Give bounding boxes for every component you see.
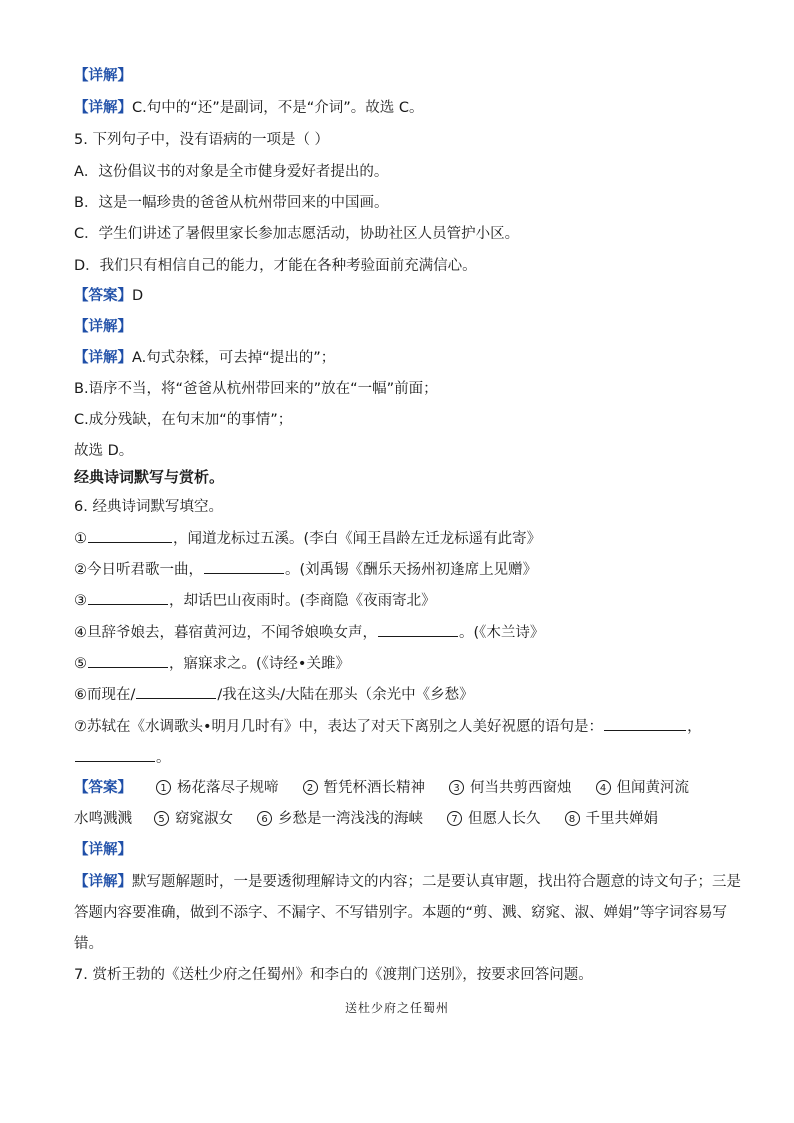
fill-blank xyxy=(88,528,172,543)
q6-item-7-continued xyxy=(74,747,171,768)
q6-explain-text: 默写题解题时，一是要透彻理解诗文的内容；二是要认真审题，找出符合题意的诗文句子；三是 xyxy=(132,874,741,890)
fill-blank xyxy=(88,653,168,668)
detail-tag: 【详解】 xyxy=(74,842,132,858)
q6-item-4 xyxy=(74,622,544,643)
answer-item xyxy=(565,809,659,829)
detail-tag: 【详解】 xyxy=(74,319,132,335)
fill-blank xyxy=(75,747,155,762)
fill-blank xyxy=(136,684,216,699)
answer-text: 杨花落尽子规啼 xyxy=(177,780,279,796)
q5-option-b: B．这是一幅珍贵的爸爸从杭州带回来的中国画。 xyxy=(74,195,389,211)
q6-item-7-after: ， xyxy=(687,719,702,735)
q6-item-2-after: 。(刘禹锡《酬乐天扬州初逢席上见赠》 xyxy=(285,562,538,578)
fill-blank xyxy=(204,559,284,574)
q5-explain-c: C.成分残缺，在句末加“的事情”； xyxy=(74,412,293,428)
q6-item-7-before: ⑦苏轼在《水调歌头•明月几时有》中，表达了对天下离别之人美好祝愿的语句是： xyxy=(74,719,604,735)
answer-text: 何当共剪西窗烛 xyxy=(470,780,572,796)
detail-tag: 【详解】 xyxy=(74,68,132,84)
q6-item-1-after: ，闻道龙标过五溪。(李白《闻王昌龄左迁龙标遥有此寄》 xyxy=(173,531,542,547)
q4-explanation xyxy=(74,98,424,118)
q4-explanation-text: C.句中的“还”是副词，不是“介词”。故选 C。 xyxy=(132,100,424,116)
circled-number: 6 xyxy=(257,811,272,826)
circled-number: 8 xyxy=(565,811,580,826)
q6-item-5-after: ，寤寐求之。(《诗经•关雎》 xyxy=(169,656,350,672)
answer-item xyxy=(257,809,423,829)
section-heading: 经典诗词默写与赏析。 xyxy=(74,468,225,486)
q6-explain-line-3: 错。 xyxy=(74,936,103,952)
q6-item-4-before: ④旦辞爷娘去，暮宿黄河边，不闻爷娘唤女声， xyxy=(74,625,377,641)
q6-explain-line-2: 答题内容要准确，做到不添字、不漏字、不写错别字。本题的“剪、溅、窈窕、淑、婵娟”等字词容易写 xyxy=(74,905,728,921)
circled-number: 1 xyxy=(156,780,171,795)
answer-text: 窈窕淑女 xyxy=(175,811,233,827)
answer-item xyxy=(156,778,279,798)
fill-blank xyxy=(378,622,458,637)
q6-stem: 6. 经典诗词默写填空。 xyxy=(74,499,223,515)
answer-text: 但愿人长久 xyxy=(468,811,541,827)
q6-item-3-after: ，却话巴山夜雨时。(李商隐《夜雨寄北》 xyxy=(169,593,436,609)
fill-blank xyxy=(88,590,168,605)
q6-item-2 xyxy=(74,559,537,580)
q6-answers-continued xyxy=(74,809,658,829)
q5-explain-b: B.语序不当，将“爸爸从杭州带回来的”放在“一幅”前面； xyxy=(74,381,438,397)
circled-number: 3 xyxy=(449,780,464,795)
answer-continuation: 水鸣溅溅 xyxy=(74,811,132,827)
q6-item-3-before: ③ xyxy=(74,593,87,609)
q5-option-d: D．我们只有相信自己的能力，才能在各种考验面前充满信心。 xyxy=(74,258,477,274)
q5-explain-conclusion: 故选 D。 xyxy=(74,443,134,459)
circled-number: 7 xyxy=(447,811,462,826)
q5-explain-a-text: A.句式杂糅，可去掉“提出的”； xyxy=(132,350,336,366)
q6-answers xyxy=(74,778,689,798)
answer-tag: 【答案】 xyxy=(74,288,132,304)
detail-tag: 【详解】 xyxy=(74,350,132,366)
q6-item-6-after: /我在这头/大陆在那头（余光中《乡愁》 xyxy=(217,687,474,703)
q6-item-5-before: ⑤ xyxy=(74,656,87,672)
q6-item-6-before: ⑥而现在/ xyxy=(74,687,136,703)
q7-stem: 7. 赏析王勃的《送杜少府之任蜀州》和李白的《渡荆门送别》，按要求回答问题。 xyxy=(74,967,593,983)
answer-item xyxy=(303,778,426,798)
answer-item xyxy=(154,809,233,829)
q5-answer xyxy=(74,286,143,306)
answer-text: 但闻黄河流 xyxy=(616,780,689,796)
q5-explain-a xyxy=(74,348,335,368)
q6-item-1-before: ① xyxy=(74,531,87,547)
q6-item-7-end: 。 xyxy=(156,750,171,766)
circled-number: 4 xyxy=(596,780,611,795)
q6-explain-line-1 xyxy=(74,872,741,892)
detail-tag: 【详解】 xyxy=(74,874,132,890)
answer-item xyxy=(596,778,690,798)
q6-item-1 xyxy=(74,528,541,549)
circled-number: 5 xyxy=(154,811,169,826)
q6-item-7 xyxy=(74,716,702,737)
q6-item-5 xyxy=(74,653,350,674)
q6-item-4-after: 。(《木兰诗》 xyxy=(459,625,545,641)
answer-item xyxy=(447,809,541,829)
poem-title: 送杜少府之任蜀州 xyxy=(344,1001,449,1015)
detail-tag: 【详解】 xyxy=(74,100,132,116)
q5-answer-value: D xyxy=(132,288,144,304)
q6-item-3 xyxy=(74,590,436,611)
answer-text: 暂凭杯酒长精神 xyxy=(323,780,425,796)
q5-option-a: A．这份倡议书的对象是全市健身爱好者提出的。 xyxy=(74,164,389,180)
answer-text: 乡愁是一湾浅浅的海峡 xyxy=(278,811,423,827)
answer-text: 千里共婵娟 xyxy=(585,811,658,827)
circled-number: 2 xyxy=(303,780,318,795)
q5-option-c: C．学生们讲述了暑假里家长参加志愿活动，协助社区人员管护小区。 xyxy=(74,226,520,242)
fill-blank xyxy=(604,716,686,731)
answer-item xyxy=(449,778,572,798)
q6-item-2-before: ②今日听君歌一曲， xyxy=(74,562,203,578)
q6-item-6 xyxy=(74,684,474,705)
q5-stem: 5. 下列句子中，没有语病的一项是（ ） xyxy=(74,132,330,148)
answer-tag: 【答案】 xyxy=(74,780,132,796)
